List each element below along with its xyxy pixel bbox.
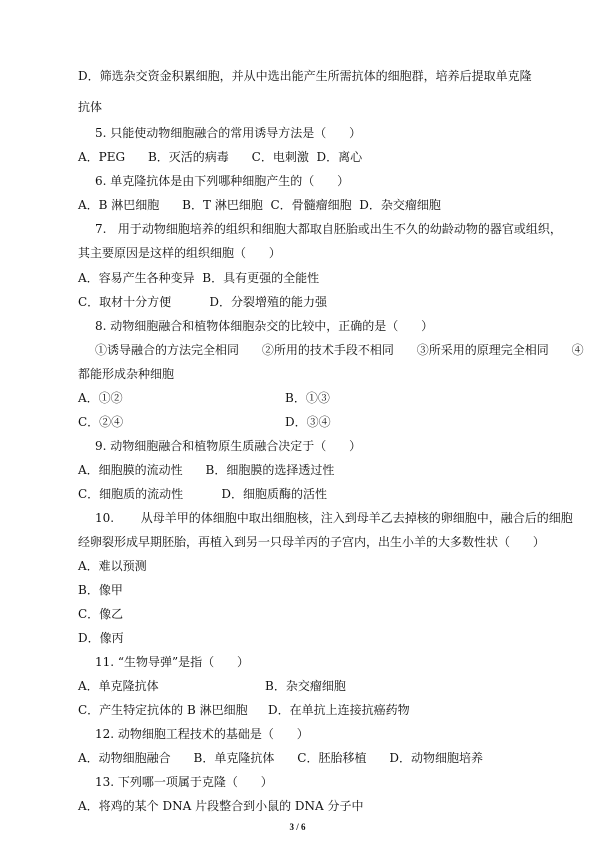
q6-stem: 6. 单克隆抗体是由下列哪种细胞产生的（ ） bbox=[95, 174, 350, 188]
q8-option-b: B．①③ bbox=[285, 391, 330, 405]
q5-stem: 5. 只能使动物细胞融合的常用诱导方法是（ ） bbox=[95, 126, 362, 140]
q8-option-c: C．②④ bbox=[78, 415, 124, 429]
q12-options: A．动物细胞融合 B．单克隆抗体 C．胚胎移植 D．动物细胞培养 bbox=[78, 751, 483, 765]
q9-options-ab: A．细胞膜的流动性 B．细胞膜的选择透过性 bbox=[78, 463, 335, 477]
q5-options: A．PEG B．灭活的病毒 C．电刺激 D．离心 bbox=[78, 150, 363, 164]
page-number: 3 / 6 bbox=[289, 822, 306, 832]
q8-stem: 8. 动物细胞融合和植物体细胞杂交的比较中，正确的是（ ） bbox=[95, 319, 434, 333]
q8-statements-cont: 都能形成杂种细胞 bbox=[78, 367, 175, 381]
q13-stem: 13. 下列哪一项属于克隆（ ） bbox=[95, 775, 273, 789]
q10-option-d: D．像丙 bbox=[78, 631, 124, 645]
q11-stem: 11. “生物导弹”是指（ ） bbox=[95, 655, 250, 669]
q10-option-c: C．像乙 bbox=[78, 607, 124, 621]
q11-option-a: A．单克隆抗体 bbox=[78, 679, 159, 693]
q12-stem: 12. 动物细胞工程技术的基础是（ ） bbox=[95, 727, 309, 741]
q7-stem-cont: 其主要原因是这样的组织细胞（ ） bbox=[78, 246, 281, 260]
q7-options-ab: A．容易产生各种变异 B．具有更强的全能性 bbox=[78, 271, 320, 285]
q10-stem-cont: 经卵裂形成早期胚胎，再植入到另一只母羊丙的子宫内，出生小羊的大多数性状（ ） bbox=[78, 535, 545, 549]
q11-option-c: C．产生特定抗体的 B 淋巴细胞 bbox=[78, 703, 248, 717]
q6-options: A．B 淋巴细胞 B．T 淋巴细胞 C．骨髓瘤细胞 D．杂交瘤细胞 bbox=[78, 198, 441, 212]
q11-option-b: B．杂交瘤细胞 bbox=[265, 679, 346, 693]
q11-option-d: D．在单抗上连接抗癌药物 bbox=[268, 703, 410, 717]
q4-option-d: D．筛选杂交资金积累细胞，并从中选出能产生所需抗体的细胞群，培养后提取单克隆 bbox=[78, 69, 532, 83]
q8-option-d: D．③④ bbox=[285, 415, 331, 429]
q7-stem: 7. 用于动物细胞培养的组织和细胞大都取自胚胎或出生不久的幼龄动物的器官或组织， bbox=[95, 222, 562, 236]
q9-options-cd: C．细胞质的流动性 D．细胞质酶的活性 bbox=[78, 487, 327, 501]
q8-option-a: A．①② bbox=[78, 391, 123, 405]
q4-option-d-cont: 抗体 bbox=[78, 100, 103, 114]
q8-statements: ①诱导融合的方法完全相同 ②所用的技术手段不相同 ③所采用的原理完全相同 ④ bbox=[95, 343, 584, 357]
q7-options-cd: C．取材十分方便 D．分裂增殖的能力强 bbox=[78, 295, 327, 309]
q13-option-a: A．将鸡的某个 DNA 片段整合到小鼠的 DNA 分子中 bbox=[78, 799, 364, 813]
q9-stem: 9. 动物细胞融合和植物原生质融合决定于（ ） bbox=[95, 439, 362, 453]
q10-stem: 10. 从母羊甲的体细胞中取出细胞核，注入到母羊乙去掉核的卵细胞中，融合后的细胞 bbox=[95, 511, 573, 525]
q10-option-b: B．像甲 bbox=[78, 583, 123, 597]
q10-option-a: A．难以预测 bbox=[78, 559, 147, 573]
